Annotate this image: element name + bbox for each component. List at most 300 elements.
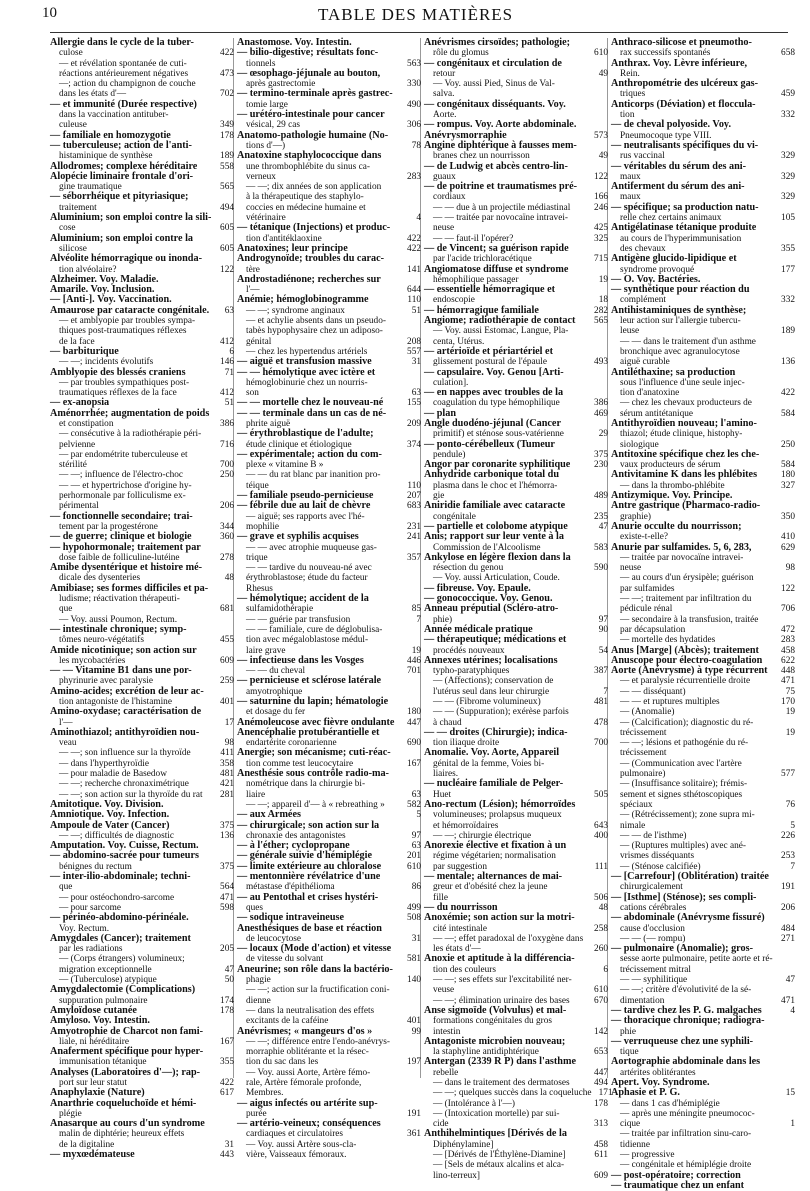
entry-page-ref: 412 [220,336,234,347]
entry-page-ref: 617 [220,1088,234,1099]
index-entry [237,1006,421,1016]
entry-text: — aigus infectés ou artérite sup- [237,1097,378,1109]
entry-text: de la face [59,336,95,347]
entry-page-ref: 565 [594,316,608,327]
entry-page-ref: 448 [781,666,795,677]
entry-text: Anasarque au cours d'un syndrome [50,1118,205,1130]
entry-text: Amibe dysentérique et histoire mé- [50,562,203,574]
entry-text: — intestinale chronique; symp- [50,623,187,635]
entry-text: à chaud [433,717,462,728]
entry-text: liaire [246,789,266,800]
entry-text: triques [620,89,646,100]
entry-text: Anorexie élective et fixation à un [424,840,567,852]
entry-text: Antitoxine spécifique chez les che- [611,448,760,460]
entry-text: tion d'anatoxine [620,388,680,399]
index-entry [424,162,608,172]
entry-text: — myxœdémateuse [50,1149,135,1161]
index-entry [611,378,795,388]
entry-text: trécissement [620,748,667,759]
index-entry [50,584,234,594]
entry-page-ref: 122 [781,583,795,594]
entry-text: Amblyopie des blessés craniens [50,366,186,378]
index-entry [424,182,608,192]
index-entry [424,69,608,79]
index-entry [424,1057,608,1067]
index-column-1 [50,37,234,1161]
entry-text: — — droites (Chirurgie); indica- [424,726,568,738]
entry-text: traitement [59,202,97,213]
entry-text: Aphasie et P. G. [611,1087,680,1099]
index-entry [50,759,234,769]
index-entry [50,913,234,923]
index-entry [424,326,608,336]
entry-text: — par endométrite tuberculeuse et [59,449,188,460]
entry-text: cité intestinale [433,923,487,934]
entry-text: — —; critère d'évolutivité de la sé- [620,985,752,996]
entry-text: verneux [246,171,276,182]
index-entry [424,872,608,882]
entry-text: Antigélatinase tétanique produite [611,222,757,234]
index-entry [424,254,608,264]
index-entry [611,635,795,645]
entry-text: liaires. [433,769,459,780]
entry-page-ref: 246 [594,202,608,213]
index-entry [50,646,234,656]
entry-page-ref: 584 [781,408,795,419]
entry-text: primitif) et sténose sous-vatérienne [433,429,564,440]
index-entry [424,368,608,378]
entry-text: glissement postural de l'épaule [433,357,547,368]
entry-page-ref: 471 [220,892,234,903]
entry-text: dans la vaccination antituber- [59,110,169,121]
index-entry [237,203,421,213]
entry-text: par l'acide trichloracétique [433,254,532,265]
entry-text: — —; quelques succès dans la coqueluche [433,1088,592,1099]
entry-text: existe-t-elle? [620,532,669,543]
entry-page-ref: 422 [220,1077,234,1088]
index-entry [424,213,608,223]
entry-text: neuse [433,223,455,234]
entry-text: Anurie par sulfamides. 5, 6, 283, [611,541,752,553]
entry-page-ref: 472 [781,624,795,635]
entry-text: — — familiale, cure de déglobulisa- [246,624,383,635]
entry-page-ref: 471 [781,676,795,687]
entry-text: Anoxémie; son action sur la motri- [424,912,575,924]
entry-text: par décapsulation [620,624,686,635]
entry-text: — —; ses effets sur l'excitabilité ner- [433,975,572,986]
entry-page-ref: 140 [407,975,421,986]
entry-page-ref: 47 [224,964,234,975]
entry-text: Antithyroïdien nouveau; l'amino- [611,417,757,429]
entry-text: — aiguë et transfusion massive [237,356,372,368]
entry-page-ref: 410 [781,532,795,543]
entry-page-ref: 401 [220,697,234,707]
index-entry [424,1160,608,1170]
entry-text: purée [246,1108,267,1119]
entry-page-ref: 250 [781,439,795,450]
index-entry [424,975,608,985]
entry-text: dose faible de folliculine-lutéine [59,552,180,563]
index-entry [50,543,234,553]
entry-page-ref: 110 [407,480,421,491]
entry-text: — Voy. aussi Poumon, Rectum. [59,614,178,625]
index-entry [237,676,421,686]
entry-text: pédicule rénal [620,604,673,615]
entry-page-ref: 7 [416,614,421,625]
entry-page-ref: 329 [781,192,795,203]
index-entry [50,954,234,964]
entry-text: Alopécie liminaire frontale d'ori- [50,170,194,182]
entry-text: tion alvéolaire? [59,264,117,275]
entry-text: — thérapeutique; médications et [424,634,567,646]
entry-text: chirurgicalement [620,882,683,893]
index-entry [50,893,234,903]
index-entry [50,687,234,697]
entry-page-ref: 421 [220,779,234,790]
index-entry [611,676,795,686]
index-entry [237,151,421,161]
index-entry [611,985,795,995]
index-entry [50,470,234,480]
index-entry [237,1057,421,1067]
entry-text: — et révélation spontanée de cuti- [59,58,187,69]
entry-page-ref: 260 [594,944,608,955]
entry-text: de leucocytose [246,933,301,944]
entry-text: plexe « vitamine B » [246,460,324,471]
index-entry [424,38,608,48]
index-entry [237,512,421,522]
entry-text: tique [620,1047,639,1058]
entry-text: cide [433,1119,449,1130]
entry-page-ref: 484 [781,923,795,934]
index-entry [424,810,608,820]
entry-text: lino-terreux] [433,1170,480,1181]
entry-page-ref: 283 [781,635,795,646]
entry-text: — générale suivie d'hémiplégie [237,850,372,862]
entry-text: par sulfamides [620,583,675,594]
index-entry [611,594,795,604]
entry-text: — — avec atrophie muqueuse gas- [246,542,377,553]
entry-page-ref: 51 [224,398,234,409]
entry-page-ref: 330 [407,79,421,90]
entry-text: stérilité [59,460,87,471]
entry-page-ref: 71 [224,367,234,378]
index-entry [50,625,234,635]
index-entry [237,1150,421,1160]
index-entry [50,48,234,58]
entry-text: Aorte. [433,110,457,121]
index-entry [424,203,608,213]
entry-page-ref: 683 [407,501,421,512]
entry-text: — —; appareil d'— à « rebreathing » [246,799,385,810]
index-entry [611,419,795,429]
index-entry [237,532,421,542]
index-entry [611,779,795,789]
index-entry [424,1171,608,1181]
entry-text: excitants de la caféine [246,1016,329,1027]
entry-text: thiques post-traumatiques réflexes [59,326,187,337]
entry-text: — de guerre; clinique et biologie [50,531,192,543]
index-entry [237,306,421,316]
entry-page-ref: 583 [594,542,608,553]
entry-text: — fibreuse. Voy. Epaule. [424,582,531,594]
entry-text: rale, Artère fémorale profonde, [246,1077,362,1088]
entry-page-ref: 178 [220,1005,234,1016]
entry-text: Voy. Rectum. [59,923,110,934]
entry-text: neuse [620,563,642,574]
index-entry [50,728,234,738]
index-entry [611,141,795,151]
index-entry [50,306,234,316]
index-entry [237,604,421,614]
entry-page-ref: 191 [407,1108,421,1119]
entry-text: Antiferment du sérum des ani- [611,181,745,193]
entry-text: — —; son influence sur la thyroïde [59,748,191,759]
index-entry [237,872,421,882]
entry-text: port sur leur statut [59,1077,127,1088]
entry-text: Aneurine; son rôle dans la bactério- [237,963,393,975]
entry-text: — thoracique chronique; radiogra- [611,1015,765,1027]
entry-text: l'utérus seul dans leur chirurgie [433,686,550,697]
entry-page-ref: 565 [220,182,234,193]
index-entry [611,285,795,295]
index-entry [424,954,608,964]
index-entry [237,1099,421,1109]
entry-page-ref: 250 [220,470,234,481]
index-entry [237,1016,421,1026]
entry-page-ref: 715 [594,254,608,265]
entry-text: — — faut-il l'opérer? [433,233,514,244]
index-entry [611,1129,795,1139]
index-entry [611,625,795,635]
entry-page-ref: 86 [411,882,421,893]
entry-text: au cours de l'hyperimmunisation [620,233,742,244]
entry-text: — à l'éther; cyclopropane [237,840,350,852]
index-entry [424,388,608,398]
index-entry [237,1027,421,1037]
entry-text: nimale [620,820,646,831]
entry-text: migration exceptionnelle [59,964,152,975]
index-entry [611,728,795,738]
index-entry [50,1099,234,1109]
entry-page-ref: 48 [598,902,608,913]
entry-text: — — Vitamine B1 dans une por- [50,665,192,677]
entry-text: et constipation [59,418,114,429]
index-entry [424,553,608,563]
entry-text: sesse aorte pulmonaire, petite aorte et ré- [620,954,773,965]
index-entry [50,69,234,79]
entry-text: cordiaux [433,192,466,203]
index-entry [50,450,234,460]
entry-page-ref: 700 [594,738,608,749]
entry-text: culose [59,48,83,59]
entry-text: Anaphylaxie (Nature) [50,1087,145,1099]
entry-page-ref: 670 [594,995,608,1006]
entry-text: culeuse [59,120,87,131]
index-entry [237,1068,421,1078]
entry-text: phagie [246,975,271,986]
entry-text: sement et signes sthétoscopiques [620,789,743,800]
index-entry [611,532,795,542]
entry-text: — —; chirurgie électrique [433,830,532,841]
index-entry [611,522,795,532]
index-entry [424,779,608,789]
index-entry [611,965,795,975]
index-entry [611,357,795,367]
index-entry [611,563,795,573]
entry-text: endartérite coronarienne [246,738,337,749]
entry-text: Angle duodéno-jéjunal (Cancer [424,417,561,429]
index-entry [424,656,608,666]
entry-text: — progressive [620,1150,675,1161]
entry-page-ref: 226 [781,830,795,841]
index-entry [611,954,795,964]
entry-text: Amyloïdose cutanée [50,1004,137,1016]
index-entry [424,223,608,233]
entry-text: plégie [59,1108,82,1119]
entry-text: Amino-oxydase; caractérisation de [50,706,202,718]
entry-page-ref: 458 [594,1139,608,1150]
index-entry [424,244,608,254]
entry-page-ref: 49 [598,68,608,79]
index-entry [237,337,421,347]
entry-page-ref: 577 [781,769,795,780]
index-entry [50,512,234,522]
index-entry [50,594,234,604]
entry-page-ref: 5 [416,810,421,821]
entry-text: gine traumatique [59,182,122,193]
entry-page-ref: 493 [594,357,608,368]
entry-page-ref: 191 [781,882,795,893]
entry-text: étude clinique et étiologique [246,439,352,450]
entry-text: aiguë curable [620,357,670,368]
entry-page-ref: 494 [594,1077,608,1088]
entry-page-ref: 17 [224,717,234,728]
entry-text: Allergie dans le cycle de la tuber- [50,37,194,48]
entry-page-ref: 51 [411,305,421,316]
entry-text: — tuberculeuse; action de l'anti- [50,139,192,151]
entry-page-ref: 283 [407,171,421,182]
entry-text: Anticorps (Déviation) et floccula- [611,98,756,110]
entry-page-ref: 49 [598,151,608,162]
index-entry [424,882,608,892]
entry-text: Anaferment spécifique pour hyper- [50,1046,204,1058]
entry-text: trique [246,552,268,563]
index-entry [50,1027,234,1037]
entry-text: rax successifs spontanés [620,48,711,59]
entry-page-ref: 99 [411,1026,421,1037]
entry-text: que [59,604,73,615]
entry-text: — sodique intraveineuse [237,912,344,924]
entry-page-ref: 447 [594,1067,608,1078]
index-entry [611,738,795,748]
entry-page-ref: 644 [407,285,421,296]
entry-text: de la digitaline [59,1139,115,1150]
index-entry [237,223,421,233]
index-entry [611,687,795,697]
entry-text: rebelle [433,1067,459,1078]
index-entry [424,697,608,707]
entry-page-ref: 63 [411,789,421,800]
index-entry [611,306,795,316]
index-entry [237,594,421,604]
entry-text: — par troubles sympathiques post- [59,377,190,388]
entry-page-ref: 716 [220,439,234,450]
entry-page-ref: 690 [407,738,421,749]
entry-text: maux [620,192,641,203]
index-entry [50,707,234,717]
index-entry [611,604,795,614]
index-entry [424,913,608,923]
entry-page-ref: 54 [598,645,608,656]
entry-page-ref: 110 [407,295,421,306]
index-entry [424,316,608,326]
index-entry [50,316,234,326]
entry-text: Amibiase; ses formes difficiles et pa- [50,582,209,594]
entry-page-ref: 306 [407,120,421,131]
entry-text: — (Intolérance à l'—) [433,1098,515,1109]
entry-text: Amputation. Voy. Cuisse, Rectum. [50,840,199,852]
entry-text: Ano-rectum (Lésion); hémorroïdes [424,798,576,810]
entry-text: mophilie [246,521,280,532]
entry-text: par les radiations [59,944,123,955]
entry-text: — ponto-cérébelleux (Tumeur [424,438,555,450]
entry-text: Anesthésie sous contrôle radio-ma- [237,768,389,780]
entry-page-ref: 180 [407,707,421,718]
entry-page-ref: 355 [781,243,795,254]
entry-text: — pernicieuse et sclérose latérale [237,675,382,687]
index-entry [50,1047,234,1057]
entry-text: Anhydride carbonique total du [424,469,560,481]
index-entry [424,357,608,367]
entry-text: liale, ni héréditaire [59,1036,129,1047]
entry-text: Anesthésiques de base et réaction [237,922,382,934]
entry-text: vaux producteurs de sérum [620,460,721,471]
entry-page-ref: 643 [594,820,608,831]
entry-page-ref: 136 [220,830,234,841]
entry-page-ref: 18 [598,295,608,306]
entry-page-ref: 611 [594,1150,608,1161]
entry-text: siologique [620,439,659,450]
entry-page-ref: 85 [411,604,421,615]
index-entry [237,790,421,800]
entry-text: — tétanique (Injections) et produc- [237,222,391,234]
index-entry [611,254,795,264]
index-entry [237,182,421,192]
index-entry [237,110,421,120]
index-entry [611,337,795,347]
entry-text: Anthropométrie des ulcéreux gas- [611,78,759,90]
entry-text: chronaxie des antagonistes [246,830,346,841]
entry-page-ref: 278 [220,552,234,563]
index-entry [237,429,421,439]
entry-page-ref: 136 [781,357,795,368]
entry-page-ref: 375 [220,861,234,872]
entry-text: — familiale pseudo-pernicieuse [237,490,374,502]
entry-text: — (Tuberculose) atypique [59,975,157,986]
entry-page-ref: 76 [785,799,795,810]
entry-text: tômes neuro-végétatifs [59,635,144,646]
index-entry [611,1057,795,1067]
entry-text: formations congénitales du gros [433,1016,553,1027]
index-entry [611,666,795,676]
entry-text: — abdomino-sacrée pour tumeurs [50,850,199,862]
entry-page-ref: 582 [407,799,421,810]
entry-text: — secondaire à la transfusion, traitée [620,614,759,625]
entry-page-ref: 481 [220,769,234,780]
entry-page-ref: 141 [407,264,421,275]
entry-page-ref: 313 [594,1119,608,1130]
